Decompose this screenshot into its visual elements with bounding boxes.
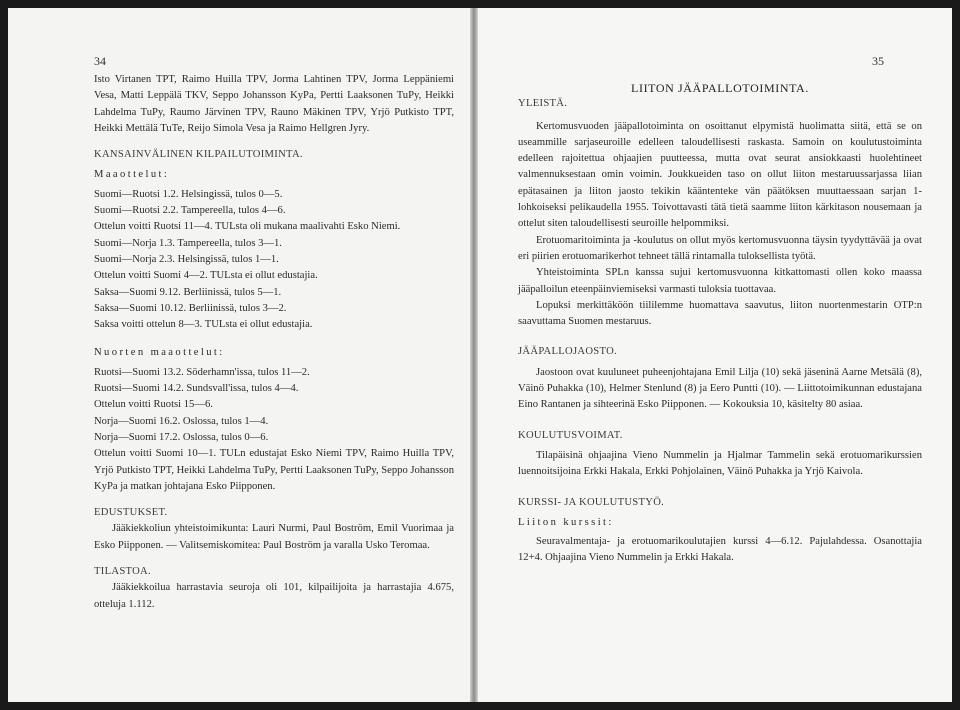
- result-line: Saksa voitti ottelun 8—3. TULsta ei ollut edustajia.: [94, 319, 313, 331]
- tilastoa-paragraph: Jääkiekkoilua harrastavia seuroja oli 101, kilpailijoita ja harrastajia 4.675, otteluja 1.112.: [94, 582, 454, 610]
- result-line: Suomi—Norja 1.3. Tampereella, tulos 3—1.: [94, 237, 282, 249]
- result-line: Suomi—Norja 2.3. Helsingissä, tulos 1—1.: [94, 253, 279, 265]
- result-line: Norja—Suomi 16.2. Oslossa, tulos 1—4.: [94, 415, 269, 427]
- results-list: [94, 187, 454, 334]
- section-heading: YLEISTÄ.: [518, 98, 568, 110]
- youth-results-list: [94, 365, 454, 446]
- section-heading: KURSSI- JA KOULUTUSTYÖ.: [518, 496, 665, 508]
- section-heading: KANSAINVÄLINEN KILPAILUTOIMINTA.: [94, 149, 303, 161]
- section-heading: KOULUTUSVOIMAT.: [518, 429, 623, 441]
- paragraph: Seuravalmentaja- ja erotuomarikoulutajien kurssi 4—6.12. Pajulahdessa. Osanottajia 12+4. Ohjaajina Vieno Nummelin ja Erkki Hakala.: [518, 536, 922, 564]
- right-column: [518, 80, 922, 567]
- section-heading: TILASTOA.: [94, 566, 151, 578]
- section-heading: JÄÄPALLOJAOSTO.: [518, 346, 617, 358]
- page-number: 34: [94, 54, 106, 68]
- page-title: LIITON JÄÄPALLOTOIMINTA.: [631, 81, 809, 95]
- result-line: Ruotsi—Suomi 13.2. Söderhamn'issa, tulos 11—2.: [94, 366, 310, 378]
- book-spread: [8, 8, 952, 702]
- intro-paragraph: Isto Virtanen TPT, Raimo Huilla TPV, Jorma Lahtinen TPV, Jorma Leppäniemi Vesa, Matti Leppälä TKV, Seppo Johansson KyPa, Pertti Laaksonen TuPy, Heikki Lahdelma TuPy, Raumo Järvinen TPV, Rauno Mäkinen TPV, Yrjö Putkisto TPT, Heikki Mettälä TuTe, Reijo Simola Vesa ja Raimo Hellgren Jyry.: [94, 74, 454, 134]
- paragraph: Tilapäisinä ohjaajina Vieno Nummelin ja Hjalmar Tammelin sekä erotuomarikurssien luennoitsijoina Erkki Hakala, Erkki Pohjolainen, Väinö Puhakka ja Yrjö Kaivola.: [518, 449, 922, 478]
- result-line: Saksa—Suomi 10.12. Berliinissä, tulos 3—2.: [94, 302, 287, 314]
- section-heading: EDUSTUKSET.: [94, 507, 168, 519]
- result-line: Ruotsi—Suomi 14.2. Sundsvall'issa, tulos 4—4.: [94, 383, 299, 395]
- right-page: [478, 8, 952, 702]
- paragraph: Yhteistoiminta SPLn kanssa sujui kertomusvuonna kitkattomasti ollen koko maassa jääpalloilun eteenpäinviemiseksi varmasti tuloksia tuottavaa.: [518, 267, 922, 295]
- result-line: Ottelun voitti Ruotsi 15—6.: [94, 399, 213, 411]
- result-line: Suomi—Ruotsi 1.2. Helsingissä, tulos 0—5.: [94, 188, 283, 200]
- result-line: Ottelun voitti Ruotsi 11—4. TULsta oli mukana maalivahti Esko Niemi.: [94, 221, 401, 233]
- subheading: Maaottelut:: [94, 169, 170, 181]
- youth-paragraph: Ottelun voitti Suomi 10—1. TULn edustajat Esko Niemi TPV, Raimo Huilla TPV, Yrjö Putkisto TPT, Heikki Lahdelma TuPy, Pertti Laaksonen TuPy, Seppo Johansson KyPa ja matkan johtajana Esko Piipponen.: [94, 448, 454, 492]
- subheading: Liiton kurssit:: [518, 516, 614, 528]
- result-line: Ottelun voitti Suomi 4—2. TULsta ei ollut edustajia.: [94, 270, 318, 282]
- result-line: Suomi—Ruotsi 2.2. Tampereella, tulos 4—6.: [94, 205, 286, 217]
- edustukset-paragraph: Jääkiekkoliun yhteistoimikunta: Lauri Nurmi, Paul Boström, Emil Vuorimaa ja Esko Piipponen. — Valitsemiskomitea: Paul Boström ja varalla Usko Teromaa.: [94, 523, 454, 551]
- subheading: Nuorten maaottelut:: [94, 347, 225, 359]
- paragraph: Jaostoon ovat kuuluneet puheenjohtajana Emil Lilja (10) sekä jäseninä Aarne Metsälä (8), Väinö Puhakka (10), Helmer Stenlund (8) ja Eero Puntti (10). — Liittotoimikunnan edustajana Eino Rantanen ja sihteerinä Esko Piipponen. — Kokouksia 10, käsitelty 80 asiaa.: [518, 366, 922, 411]
- book-gutter: [470, 8, 478, 702]
- page-number: 35: [872, 54, 884, 68]
- left-column: [94, 72, 454, 613]
- paragraph: Lopuksi merkittäköön tiililemme huomattava saavutus, liiton nuortenmestarin OTP:n saavuttama Suomen mestaruus.: [518, 299, 922, 328]
- paragraph: Kertomusvuoden jääpallotoiminta on osoittanut elpymistä huolimatta siitä, että se on useammille sarjaseuroille edelleen taloudellisesti raskasta. Samoin on koulutustoiminta edelleen rajoitettua ohjaajien puutteessa, mutta ovat seurat ansiokkaasti huolehtineet valmennuksestaan omin voimin. Joukkueiden taso on ollut liiton mestaruussarjassa liian epätasainen ja liiton jaosto tekikin kääntenteke vän päätöksen muuttaessaan sarjan 1-lohkoiseksi pelikaudella 1955. Toivottavasti tätä tietä saamme liiton kärkitason nousemaan ja ottelut siten taloudellisesti seuroille helpommiksi.: [518, 120, 922, 230]
- result-line: Norja—Suomi 17.2. Oslossa, tulos 0—6.: [94, 431, 269, 443]
- paragraph: Erotuomaritoiminta ja -koulutus on ollut myös kertomusvuonna täysin tyydyttävää ja ovat eri piirien erotuomarikerhot tehneet tällä rintamalla tuloksellista työtä.: [518, 234, 922, 262]
- left-page: [8, 8, 470, 702]
- result-line: Saksa—Suomi 9.12. Berliinissä, tulos 5—1.: [94, 286, 282, 298]
